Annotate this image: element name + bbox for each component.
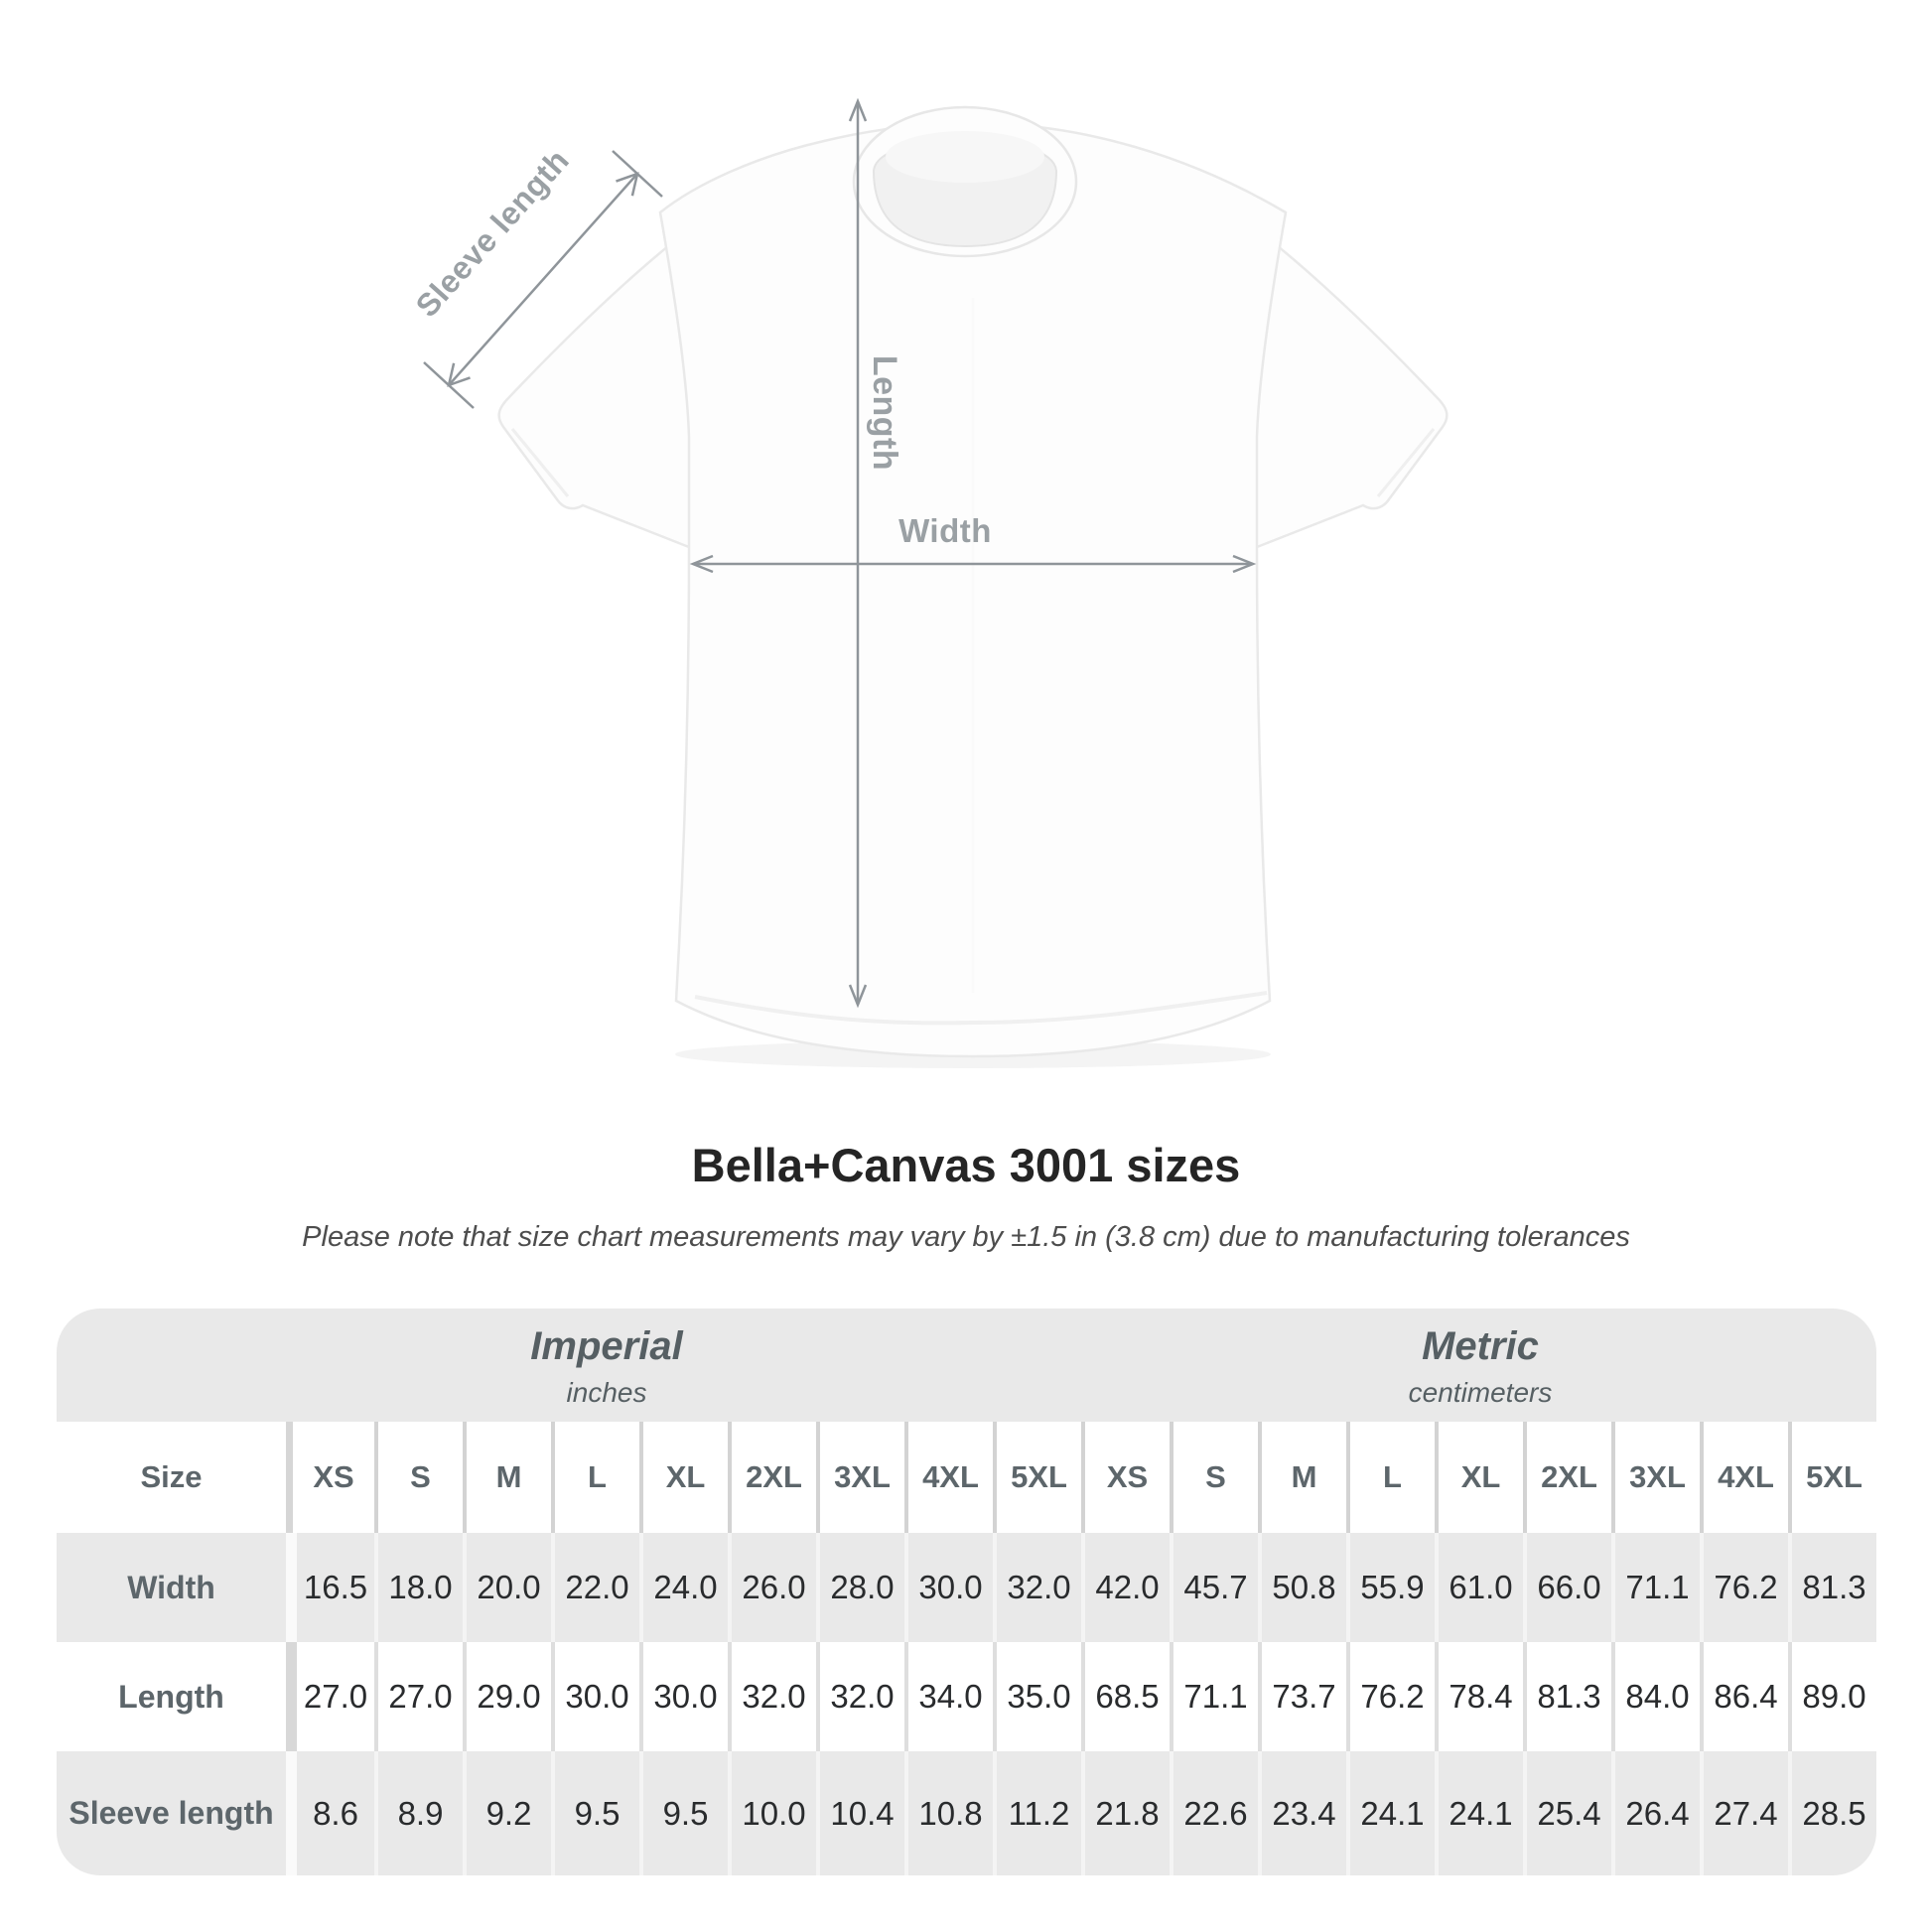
sleeve-metric-s: 22.6	[1170, 1751, 1258, 1875]
sleeve-length-label: Sleeve length	[408, 142, 577, 325]
length-metric-m: 73.7	[1258, 1642, 1346, 1751]
size-header-imperial-3xl: 3XL	[816, 1422, 904, 1533]
size-header-imperial-4xl: 4XL	[904, 1422, 993, 1533]
width-metric-xl: 61.0	[1435, 1533, 1523, 1642]
sleeve-imperial-l: 9.5	[551, 1751, 639, 1875]
size-header-imperial-l: L	[551, 1422, 639, 1533]
width-imperial-m: 20.0	[463, 1533, 551, 1642]
size-column-header: Size	[57, 1422, 286, 1533]
tshirt-collar	[854, 107, 1076, 256]
width-imperial-5xl: 32.0	[993, 1533, 1081, 1642]
length-metric-xs: 68.5	[1081, 1642, 1170, 1751]
sleeve-metric-l: 24.1	[1346, 1751, 1435, 1875]
length-metric-xl: 78.4	[1435, 1642, 1523, 1751]
metric-group-header	[1409, 1324, 1553, 1409]
sleeve-imperial-s: 8.9	[374, 1751, 463, 1875]
size-table	[57, 1309, 1876, 1875]
size-header-metric-5xl: 5XL	[1788, 1422, 1876, 1533]
size-header-metric-xs: XS	[1081, 1422, 1170, 1533]
width-metric-s: 45.7	[1170, 1533, 1258, 1642]
sleeve-imperial-3xl: 10.4	[816, 1751, 904, 1875]
width-imperial-xl: 24.0	[639, 1533, 728, 1642]
width-imperial-2xl: 26.0	[728, 1533, 816, 1642]
size-header-imperial-2xl: 2XL	[728, 1422, 816, 1533]
width-metric-l: 55.9	[1346, 1533, 1435, 1642]
sleeve-imperial-2xl: 10.0	[728, 1751, 816, 1875]
width-metric-3xl: 71.1	[1611, 1533, 1700, 1642]
sleeve-metric-4xl: 27.4	[1700, 1751, 1788, 1875]
size-header-metric-l: L	[1346, 1422, 1435, 1533]
length-imperial-5xl: 35.0	[993, 1642, 1081, 1751]
sleeve-metric-5xl: 28.5	[1788, 1751, 1876, 1875]
sleeve-metric-2xl: 25.4	[1523, 1751, 1611, 1875]
size-header-imperial-m: M	[463, 1422, 551, 1533]
length-metric-2xl: 81.3	[1523, 1642, 1611, 1751]
sleeve-imperial-xl: 9.5	[639, 1751, 728, 1875]
size-header-imperial-xl: XL	[639, 1422, 728, 1533]
length-imperial-2xl: 32.0	[728, 1642, 816, 1751]
size-header-metric-s: S	[1170, 1422, 1258, 1533]
length-metric-3xl: 84.0	[1611, 1642, 1700, 1751]
length-metric-4xl: 86.4	[1700, 1642, 1788, 1751]
size-header-imperial-xs: XS	[286, 1422, 374, 1533]
metric-unit-label: centimeters	[1408, 1377, 1553, 1408]
length-metric-5xl: 89.0	[1788, 1642, 1876, 1751]
width-metric-4xl: 76.2	[1700, 1533, 1788, 1642]
length-imperial-4xl: 34.0	[904, 1642, 993, 1751]
length-metric-l: 76.2	[1346, 1642, 1435, 1751]
width-imperial-l: 22.0	[551, 1533, 639, 1642]
width-metric-xs: 42.0	[1081, 1533, 1170, 1642]
width-imperial-4xl: 30.0	[904, 1533, 993, 1642]
width-imperial-s: 18.0	[374, 1533, 463, 1642]
length-imperial-3xl: 32.0	[816, 1642, 904, 1751]
width-row-label: Width	[57, 1533, 286, 1642]
sleeve-metric-3xl: 26.4	[1611, 1751, 1700, 1875]
length-imperial-s: 27.0	[374, 1642, 463, 1751]
metric-label: Metric	[1422, 1324, 1539, 1368]
imperial-unit-label: inches	[566, 1377, 647, 1408]
sleeve-length-row-label: Sleeve length	[57, 1751, 286, 1875]
size-header-imperial-s: S	[374, 1422, 463, 1533]
sleeve-imperial-xs: 8.6	[286, 1751, 374, 1875]
length-metric-s: 71.1	[1170, 1642, 1258, 1751]
size-header-imperial-5xl: 5XL	[993, 1422, 1081, 1533]
length-imperial-xs: 27.0	[286, 1642, 374, 1751]
size-header-metric-xl: XL	[1435, 1422, 1523, 1533]
page-title: Bella+Canvas 3001 sizes	[691, 1139, 1241, 1191]
length-label: Length	[866, 354, 903, 472]
length-imperial-xl: 30.0	[639, 1642, 728, 1751]
size-header-metric-3xl: 3XL	[1611, 1422, 1700, 1533]
sleeve-imperial-5xl: 11.2	[993, 1751, 1081, 1875]
sleeve-metric-m: 23.4	[1258, 1751, 1346, 1875]
size-header-metric-m: M	[1258, 1422, 1346, 1533]
width-metric-2xl: 66.0	[1523, 1533, 1611, 1642]
sleeve-imperial-4xl: 10.8	[904, 1751, 993, 1875]
width-imperial-xs: 16.5	[286, 1533, 374, 1642]
page-subtitle: Please note that size chart measurements may vary by ±1.5 in (3.8 cm) due to manufacturing tolerances	[302, 1221, 1630, 1253]
imperial-label: Imperial	[530, 1324, 683, 1368]
sleeve-imperial-m: 9.2	[463, 1751, 551, 1875]
size-header-metric-4xl: 4XL	[1700, 1422, 1788, 1533]
unit-band	[57, 1309, 1876, 1422]
length-imperial-m: 29.0	[463, 1642, 551, 1751]
length-imperial-l: 30.0	[551, 1642, 639, 1751]
length-row-label: Length	[57, 1642, 286, 1751]
size-header-metric-2xl: 2XL	[1523, 1422, 1611, 1533]
width-metric-5xl: 81.3	[1788, 1533, 1876, 1642]
width-label: Width	[898, 512, 992, 549]
width-metric-m: 50.8	[1258, 1533, 1346, 1642]
sleeve-metric-xs: 21.8	[1081, 1751, 1170, 1875]
imperial-group-header	[530, 1324, 682, 1409]
sleeve-metric-xl: 24.1	[1435, 1751, 1523, 1875]
width-imperial-3xl: 28.0	[816, 1533, 904, 1642]
